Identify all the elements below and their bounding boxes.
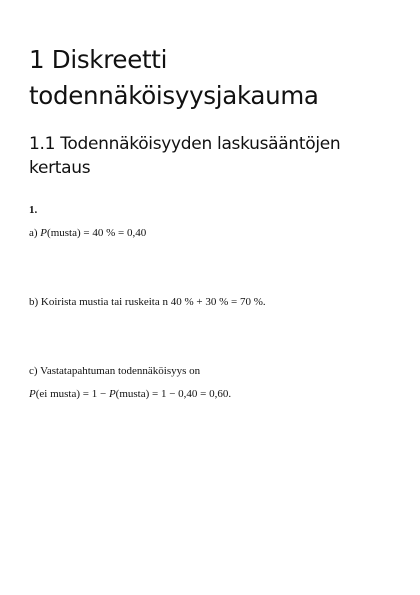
part-a-expression: (musta) = 40 % = 0,40: [47, 227, 147, 239]
chapter-heading-line-1: 1 Diskreetti: [29, 45, 168, 74]
probability-symbol: P: [29, 388, 36, 400]
answer-part-c-expression: [29, 387, 231, 401]
answer-part-c-intro: c) Vastatapahtuman todennäköisyys on: [29, 365, 201, 377]
probability-symbol: P: [108, 388, 116, 400]
section-heading-line-1: 1.1 Todennäköisyyden laskusääntöjen: [29, 134, 341, 154]
probability-symbol: P: [40, 227, 48, 239]
chapter-heading: [29, 42, 399, 114]
answer-part-b: b) Koirista mustia tai ruskeita n 40 % + 30 % = 70 %.: [29, 296, 266, 308]
part-a-prefix: a): [29, 227, 41, 239]
part-c-middle: (ei musta) = 1 −: [35, 388, 109, 400]
answer-part-a: [29, 226, 146, 240]
part-c-end: (musta) = 1 − 0,40 = 0,60.: [115, 388, 232, 400]
exercise-number: 1.: [29, 204, 38, 216]
section-heading: [29, 132, 399, 180]
section-heading-line-2: kertaus: [29, 158, 91, 178]
chapter-heading-line-2: todennäköisyysjakauma: [29, 81, 319, 110]
